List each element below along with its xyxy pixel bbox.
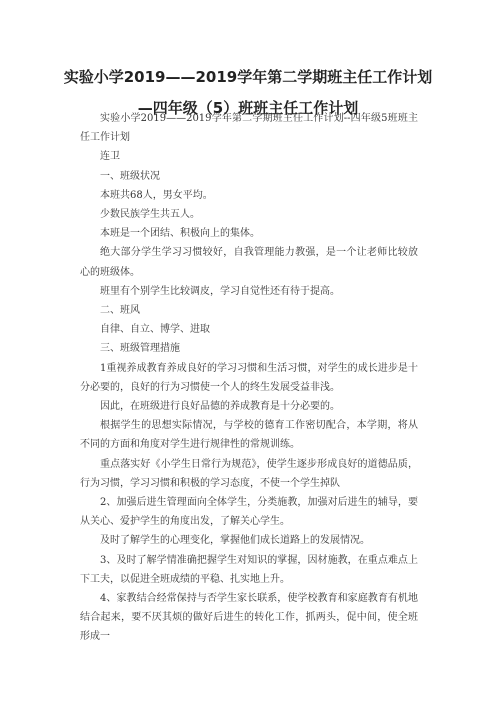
document-title: 实验小学2019——2019学年第二学期班主任工作计划—四年级（5）班班主任工作计划 <box>63 68 433 117</box>
paragraph: 重点落实好《小学生日常行为规范》，使学生逐步形成良好的道德品质，行为习惯，学习习惯和积极的学习态度，不使一个学生掉队 <box>80 458 418 489</box>
paragraph: 根据学生的思想实际情况，与学校的德育工作密切配合，本学期，将从不同的方面和角度对学生进行规律性的常规训练。 <box>80 420 418 451</box>
paragraph: 3、及时了解学情准确把握学生对知识的掌握，因材施教，在重点难点上下工夫，以促进全班成绩的平稳、扎实地上升。 <box>80 554 418 585</box>
paragraph: 班里有个别学生比较调皮，学习自觉性还有待于提高。 <box>100 285 340 297</box>
paragraph: 1重视养成教育养成良好的学习习惯和生活习惯，对学生的成长进步是十分必要的，良好的行为习惯使一个人的终生发展受益非浅。 <box>80 362 418 393</box>
paragraph: 一、班级状况 <box>100 170 160 182</box>
paragraph: 实验小学2019——2019学年第二学期班主任工作计划--四年级5班班主任工作计划 <box>80 113 418 144</box>
paragraph: 连卫 <box>100 151 120 163</box>
paragraph: 2、加强后进生管理面向全体学生，分类施教，加强对后进生的辅导，要从关心、爱护学生的角度出发，了解关心学生。 <box>80 497 418 528</box>
paragraph: 本班共68人，男女平均。 <box>100 189 213 201</box>
paragraph: 绝大部分学生学习习惯较好，自我管理能力教强，是一个让老师比较放心的班级体。 <box>80 247 418 278</box>
paragraph: 本班是一个团结、积极向上的集体。 <box>100 228 260 240</box>
paragraph: 三、班级管理措施 <box>100 343 180 355</box>
paragraph: 少数民族学生共五人。 <box>100 209 200 221</box>
document-body <box>80 109 418 647</box>
paragraph: 自律、自立、博学、进取 <box>100 324 210 336</box>
paragraph: 因此，在班级进行良好品德的养成教育是十分必要的。 <box>100 401 340 413</box>
paragraph: 4、家教结合经常保持与否学生家长联系，使学校教育和家庭教育有机地结合起来，要不厌其烦的做好后进生的转化工作，抓两头，促中间，使全班形成一 <box>80 593 418 643</box>
paragraph: 及时了解学生的心理变化，掌握他们成长道路上的发展情况。 <box>100 535 370 547</box>
paragraph: 二、班风 <box>100 305 140 317</box>
